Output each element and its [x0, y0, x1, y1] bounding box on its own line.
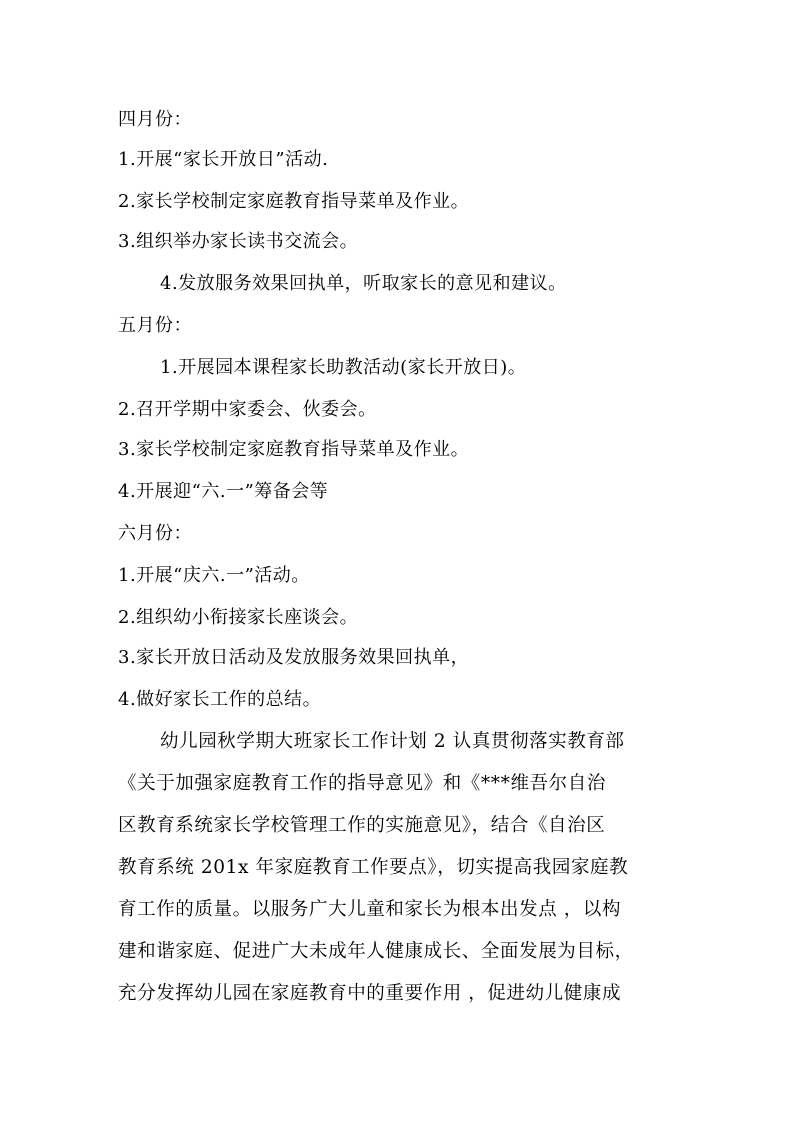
- heading-april: 四月份：: [118, 109, 192, 130]
- april-item-2: 2.家长学校制定家庭教育指导菜单及作业。: [118, 191, 470, 212]
- may-item-2: 2.召开学期中家委会、伙委会。: [118, 399, 377, 420]
- paragraph-line-7: 充分发挥幼儿园在家庭教育中的重要作用 ，促进幼儿健康成: [118, 983, 622, 1004]
- june-item-3: 3.家长开放日活动及发放服务效果回执单，: [118, 647, 470, 668]
- paragraph-line-3: 区教育系统家长学校管理工作的实施意见》，结合《自治区: [118, 815, 606, 836]
- april-item-4: 4.发放服务效果回执单，听取家长的意见和建议。: [160, 273, 567, 294]
- paragraph-line-2: 《关于加强家庭教育工作的指导意见》和《***维吾尔自治: [118, 773, 606, 794]
- june-item-2: 2.组织幼小衔接家长座谈会。: [118, 607, 359, 628]
- paragraph-line-4: 教育系统 201x 年家庭教育工作要点》，切实提高我园家庭教: [118, 857, 629, 878]
- may-item-4: 4.开展迎“六.一”筹备会等: [118, 481, 329, 502]
- april-item-1: 1.开展“家长开放日”活动.: [118, 149, 329, 170]
- june-item-4: 4.做好家长工作的总结。: [118, 689, 322, 710]
- paragraph-line-5: 育工作的质量。以服务广大儿童和家长为根本出发点 ，以构: [118, 899, 622, 920]
- paragraph-line-1: 幼儿园秋学期大班家长工作计划 2 认真贯彻落实教育部: [160, 731, 625, 752]
- june-item-1: 1.开展“庆六.一”活动。: [118, 565, 310, 586]
- paragraph-line-6: 建和谐家庭、促进广大未成年人健康成长、全面发展为目标，: [118, 941, 634, 962]
- may-item-3: 3.家长学校制定家庭教育指导菜单及作业。: [118, 439, 470, 460]
- april-item-3: 3.组织举办家长读书交流会。: [118, 231, 359, 252]
- heading-june: 六月份：: [118, 523, 192, 544]
- heading-may: 五月份：: [118, 315, 192, 336]
- may-item-1: 1.开展园本课程家长助教活动(家长开放日)。: [160, 357, 527, 378]
